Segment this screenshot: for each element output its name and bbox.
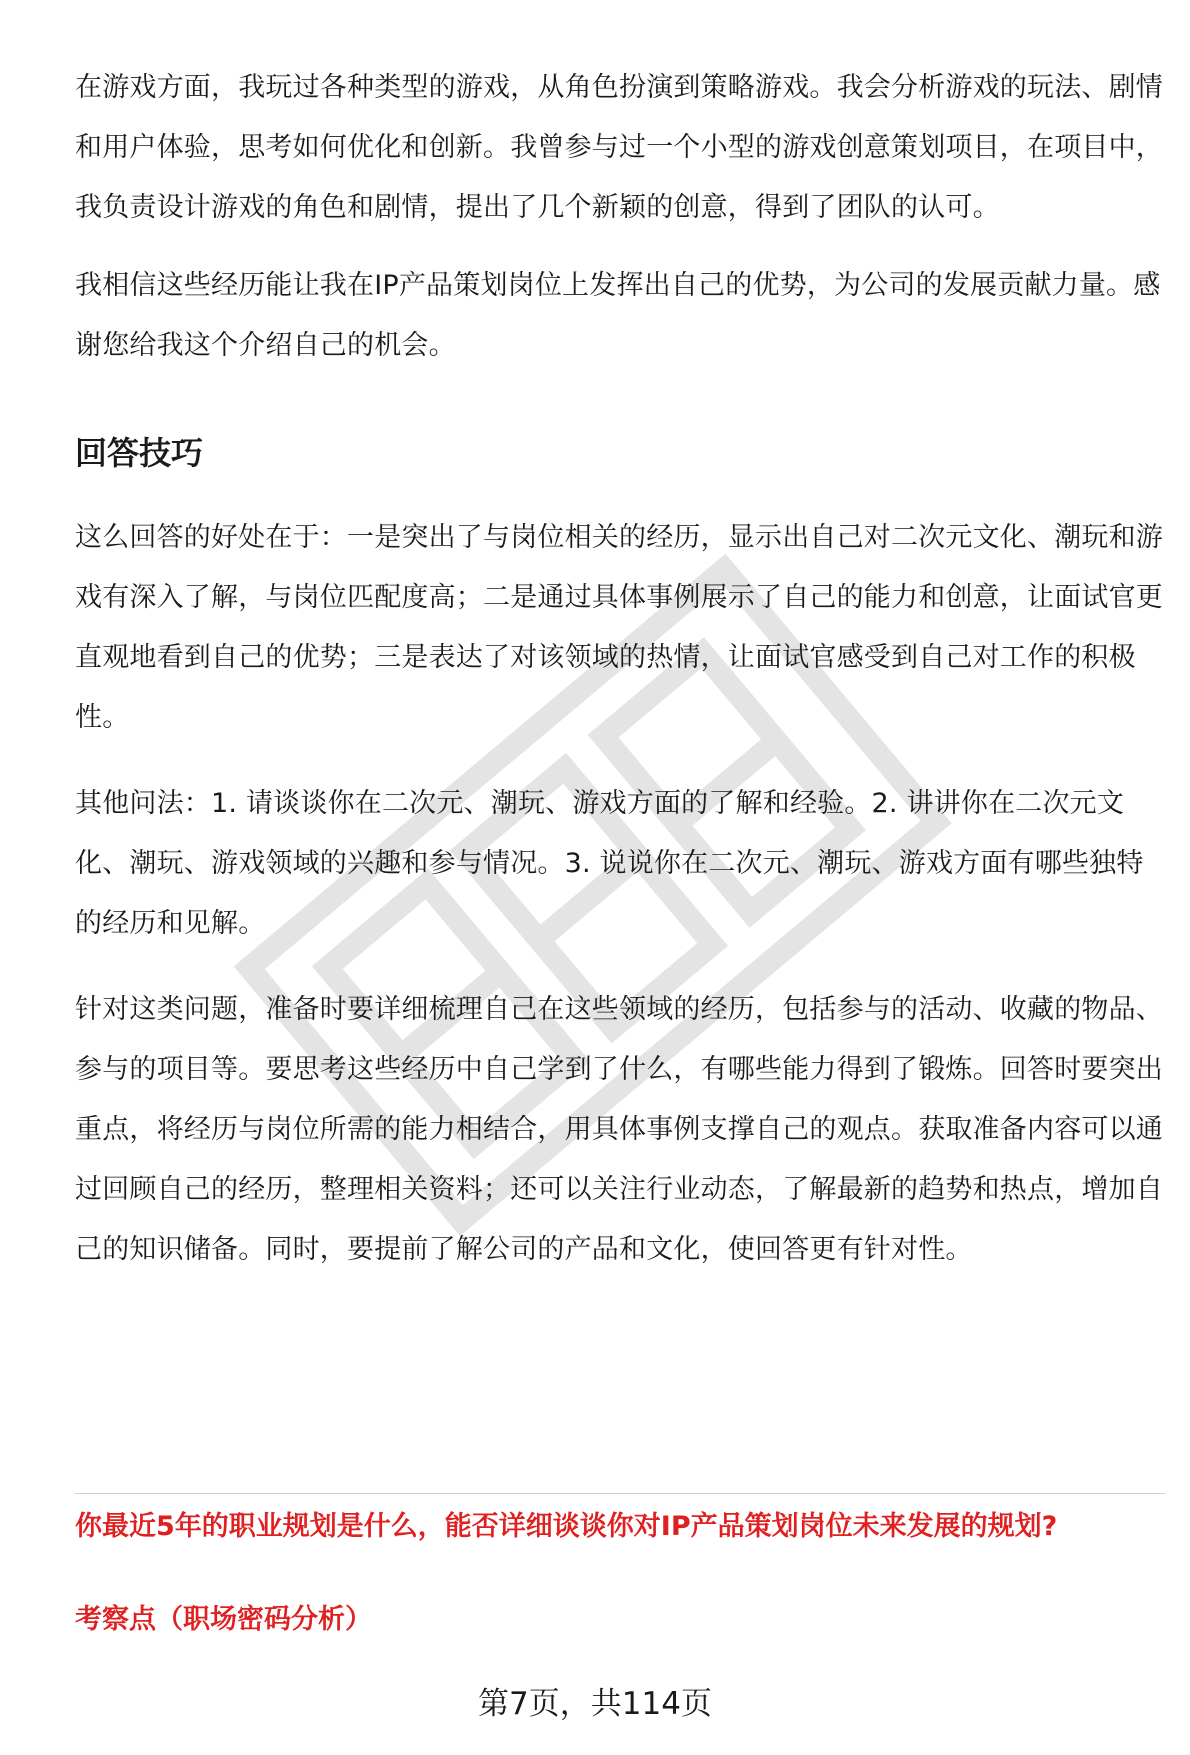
page-indicator: 第7页，共114页 [478,1686,712,1722]
main-content [75,58,1165,1280]
body-paragraph-games: 在游戏方面，我玩过各种类型的游戏，从角色扮演到策略游戏。我会分析游戏的玩法、剧情和用户体验，思考如何优化和创新。我曾参与过一个小型的游戏创意策划项目，在项目中，我负责设计游戏的角色和剧情，提出了几个新颖的创意，得到了团队的认可。 [75,72,1163,223]
body-paragraph-benefits: 这么回答的好处在于：一是突出了与岗位相关的经历，显示出自己对二次元文化、潮玩和游戏有深入了解，与岗位匹配度高；二是通过具体事例展示了自己的能力和创意，让面试官更直观地看到自己的优势；三是表达了对该领域的热情，让面试官感受到自己对工作的积极性。 [75,522,1163,733]
body-paragraph-conclusion: 我相信这些经历能让我在IP产品策划岗位上发挥出自己的优势，为公司的发展贡献力量。感谢您给我这个介绍自己的机会。 [75,270,1161,361]
body-paragraph-other-questions: 其他问法：1. 请谈谈你在二次元、潮玩、游戏方面的了解和经验。2. 讲讲你在二次元文化、潮玩、游戏领域的兴趣和参与情况。3. 说说你在二次元、潮玩、游戏方面有哪些独特的经历和见解。 [75,788,1144,939]
body-paragraph-preparation: 针对这类问题，准备时要详细梳理自己在这些领域的经历，包括参与的活动、收藏的物品、参与的项目等。要思考这些经历中自己学到了什么，有哪些能力得到了锻炼。回答时要突出重点，将经历与岗位所需的能力相结合，用具体事例支撑自己的观点。获取准备内容可以通过回顾自己的经历，整理相关资料；还可以关注行业动态，了解最新的趋势和热点，增加自己的知识储备。同时，要提前了解公司的产品和文化，使回答更有针对性。 [75,994,1163,1265]
next-question-title: 你最近5年的职业规划是什么，能否详细谈谈你对IP产品策划岗位未来发展的规划? [75,1511,1058,1542]
section-heading: 回答技巧 [75,434,204,472]
next-question-label: 考察点（职场密码分析） [75,1604,372,1635]
section-divider [75,1493,1165,1494]
